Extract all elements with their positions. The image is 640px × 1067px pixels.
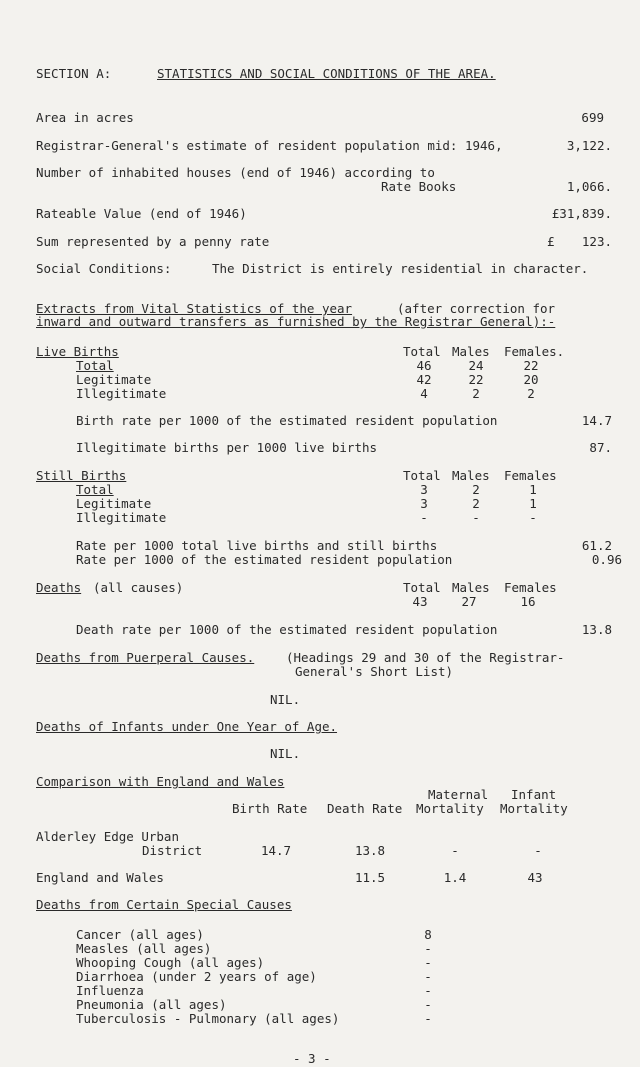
puerperal-rest-2: General's Short List) [295, 664, 454, 679]
area-value: 699 [581, 110, 604, 125]
live-row-label: Total [76, 358, 114, 373]
death-rate-label: Death rate per 1000 of the estimated resident population [76, 622, 498, 637]
cause-value: - [424, 941, 432, 956]
comparison-birth-value: 14.7 [260, 843, 292, 858]
extracts-heading: Extracts from Vital Statistics of the year [36, 301, 353, 316]
deaths-females: 16 [520, 594, 536, 609]
live-row-males: 2 [472, 386, 480, 401]
comparison-col-infant: Infant [511, 787, 557, 802]
live-row-total: 46 [416, 358, 432, 373]
still-rate1-label: Rate per 1000 total live births and still births [76, 538, 438, 553]
live-row-males: 24 [468, 358, 484, 373]
live-row-label: Legitimate [76, 372, 152, 387]
page-number: - 3 - [293, 1051, 331, 1066]
deaths-heading-rest: (all causes) [93, 580, 184, 595]
houses-value: 1,066. [566, 179, 612, 194]
area-label: Area in acres [36, 110, 134, 125]
houses-label-2: Rate Books [381, 179, 457, 194]
deaths-total: 43 [412, 594, 428, 609]
section-label: SECTION A: [36, 66, 112, 81]
puerperal-rest-1: (Headings 29 and 30 of the Registrar- [286, 650, 565, 665]
illegitimate-rate-label: Illegitimate births per 1000 live births [76, 440, 378, 455]
social-label: Social Conditions: [36, 261, 172, 276]
still-row-label: Legitimate [76, 496, 152, 511]
still-row-females: - [529, 510, 537, 525]
penny-rate-value: 123. [581, 234, 612, 249]
houses-label: Number of inhabited houses (end of 1946) according to [36, 165, 435, 180]
death-rate-value: 13.8 [581, 622, 612, 637]
still-col-total: Total [403, 468, 441, 483]
comparison-col-death: Death Rate [327, 801, 403, 816]
deaths-col-males: Males [452, 580, 490, 595]
comparison-row-label-2: District [142, 843, 203, 858]
cause-label: Influenza [76, 983, 144, 998]
live-row-total: 42 [416, 372, 432, 387]
still-row-label: Illegitimate [76, 510, 167, 525]
still-rate1-value: 61.2 [581, 538, 612, 553]
still-births-heading: Still Births [36, 468, 127, 483]
rateable-value: £31,839. [551, 206, 612, 221]
population-value: 3,122. [566, 138, 612, 153]
still-row-label: Total [76, 482, 114, 497]
infants-heading: Deaths of Infants under One Year of Age. [36, 719, 338, 734]
live-row-females: 2 [527, 386, 535, 401]
comparison-death-value: 13.8 [354, 843, 386, 858]
cause-value: - [424, 1011, 432, 1026]
deaths-males: 27 [461, 594, 477, 609]
still-row-males: 2 [472, 496, 480, 511]
live-col-females: Females. [504, 344, 565, 359]
still-row-females: 1 [529, 482, 537, 497]
causes-heading: Deaths from Certain Special Causes [36, 897, 292, 912]
cause-value: - [424, 969, 432, 984]
extracts-line2: inward and outward transfers as furnished by the Registrar General):- [36, 314, 556, 329]
infants-value: NIL. [270, 746, 301, 761]
comparison-heading: Comparison with England and Wales [36, 774, 285, 789]
penny-rate-label: Sum represented by a penny rate [36, 234, 270, 249]
live-births-heading: Live Births [36, 344, 119, 359]
rateable-label: Rateable Value (end of 1946) [36, 206, 247, 221]
illegitimate-rate-value: 87. [589, 440, 612, 455]
section-title: STATISTICS AND SOCIAL CONDITIONS OF THE AREA. [157, 66, 496, 81]
still-rate2-value: 0.96 [591, 552, 622, 567]
penny-rate-currency: £ [547, 234, 555, 249]
cause-value: - [424, 997, 432, 1012]
social-text: The District is entirely residential in character. [212, 261, 589, 276]
cause-value: 8 [424, 927, 432, 942]
extracts-line1: (after correction for [397, 301, 556, 316]
cause-label: Tuberculosis - Pulmonary (all ages) [76, 1011, 340, 1026]
comparison-col-mortality-infant: Mortality [500, 801, 568, 816]
puerperal-heading: Deaths from Puerperal Causes. [36, 650, 255, 665]
deaths-col-total: Total [403, 580, 441, 595]
still-rate2-label: Rate per 1000 of the estimated resident population [76, 552, 453, 567]
comparison-infant-value: 43 [527, 870, 543, 885]
comparison-col-birth: Birth Rate [232, 801, 308, 816]
cause-label: Diarrhoea (under 2 years of age) [76, 969, 317, 984]
live-row-females: 22 [523, 358, 539, 373]
cause-label: Cancer (all ages) [76, 927, 204, 942]
comparison-maternal-value: 1.4 [443, 870, 467, 885]
comparison-death-value: 11.5 [354, 870, 386, 885]
cause-label: Whooping Cough (all ages) [76, 955, 265, 970]
still-col-males: Males [452, 468, 490, 483]
still-row-females: 1 [529, 496, 537, 511]
still-col-females: Females [504, 468, 557, 483]
comparison-row-label: England and Wales [36, 870, 164, 885]
still-row-total: 3 [420, 482, 428, 497]
puerperal-value: NIL. [270, 692, 301, 707]
still-row-total: 3 [420, 496, 428, 511]
comparison-maternal-value: - [451, 843, 459, 858]
still-row-total: - [420, 510, 428, 525]
cause-value: - [424, 983, 432, 998]
comparison-col-maternal: Maternal [428, 787, 489, 802]
population-label: Registrar-General's estimate of resident population mid: 1946, [36, 138, 503, 153]
live-col-total: Total [403, 344, 441, 359]
birth-rate-label: Birth rate per 1000 of the estimated resident population [76, 413, 498, 428]
cause-value: - [424, 955, 432, 970]
deaths-col-females: Females [504, 580, 557, 595]
live-row-males: 22 [468, 372, 484, 387]
comparison-infant-value: - [534, 843, 542, 858]
live-row-females: 20 [523, 372, 539, 387]
comparison-col-mortality-maternal: Mortality [416, 801, 484, 816]
deaths-heading: Deaths [36, 580, 82, 595]
comparison-row-label: Alderley Edge Urban [36, 829, 179, 844]
still-row-males: - [472, 510, 480, 525]
live-col-males: Males [452, 344, 490, 359]
live-row-label: Illegitimate [76, 386, 167, 401]
cause-label: Pneumonia (all ages) [76, 997, 227, 1012]
live-row-total: 4 [420, 386, 428, 401]
still-row-males: 2 [472, 482, 480, 497]
cause-label: Measles (all ages) [76, 941, 212, 956]
birth-rate-value: 14.7 [581, 413, 612, 428]
